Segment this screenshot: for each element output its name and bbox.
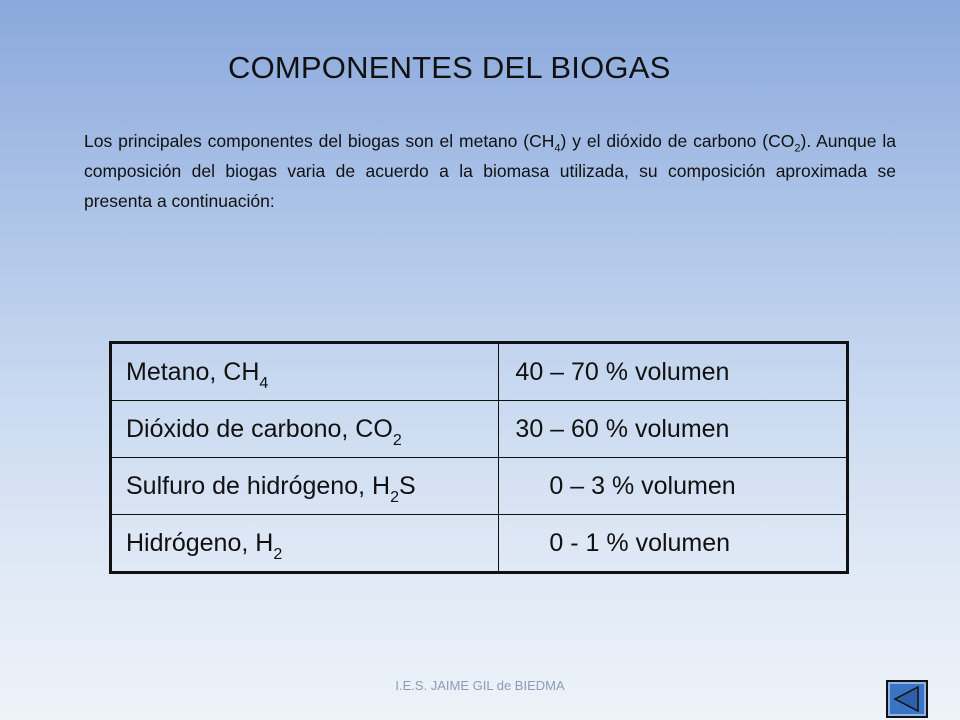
component-subscript: 2 [390,488,399,506]
component-name-tail: S [398,471,416,500]
component-subscript: 2 [273,545,283,563]
intro-text-1: Los principales componentes del biogas son el metano (CH [84,131,555,151]
intro-text-3: ). Aunque la composición del biogas varia de acuerdo a la biomasa utilizada, su composición aproximada se presenta a continuación: [84,131,896,211]
table-row [111,401,848,458]
component-name-cell [111,401,499,458]
previous-triangle-icon [888,682,926,716]
table-row [111,343,848,401]
component-value: 0 - 1 % volumen [499,515,848,573]
component-name: Sulfuro de hidrógeno, H [126,471,391,500]
component-value: 0 – 3 % volumen [499,458,848,515]
component-value: 40 – 70 % volumen [499,343,848,401]
intro-subscript-1: 4 [554,142,561,155]
table-row [111,458,848,515]
footer-text: I.E.S. JAIME GIL de BIEDMA [395,678,565,693]
component-name-cell [111,515,499,573]
intro-subscript-2: 2 [794,142,801,155]
intro-text-2: ) y el dióxido de carbono (CO [560,131,795,151]
component-name: Dióxido de carbono, CO [126,414,393,443]
composition-table [109,341,849,574]
component-subscript: 4 [259,374,269,392]
previous-slide-button[interactable] [886,680,928,718]
slide-title: COMPONENTES DEL BIOGAS [228,50,671,85]
intro-paragraph [84,126,896,216]
component-name-cell [111,343,499,401]
component-subscript: 2 [392,431,402,449]
component-value: 30 – 60 % volumen [499,401,848,458]
component-name: Metano, CH [126,357,260,386]
component-name: Hidrógeno, H [126,528,274,557]
component-name-cell [111,458,499,515]
table-row [111,515,848,573]
